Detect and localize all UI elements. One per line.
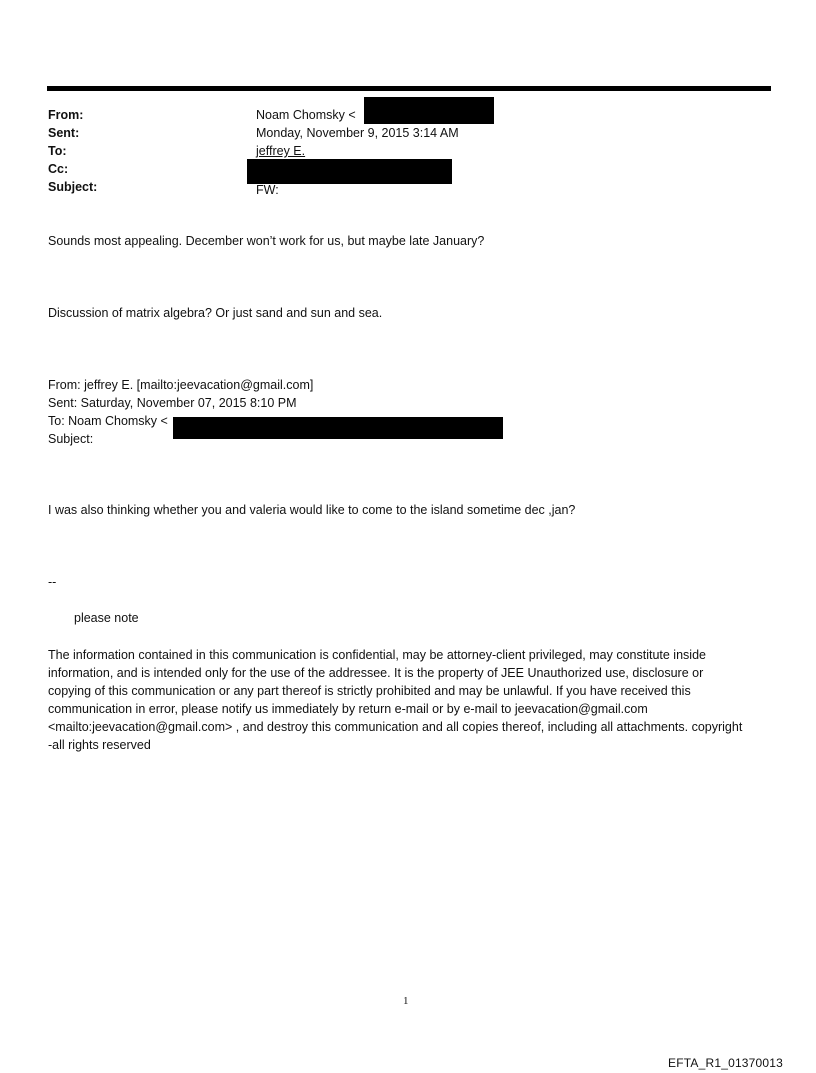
from-value: Noam Chomsky < (256, 108, 356, 122)
header-rule (47, 86, 771, 91)
to-value: jeffrey E. (256, 144, 306, 158)
signature-note: please note (74, 611, 139, 625)
signature-separator: -- (48, 575, 57, 589)
redaction-box (247, 159, 452, 184)
cc-label: Cc: (48, 162, 69, 176)
body-line: Discussion of matrix algebra? Or just sand and sun and sea. (48, 306, 383, 320)
quoted-subject: Subject: (48, 432, 94, 446)
quoted-sent: Sent: Saturday, November 07, 2015 8:10 PM (48, 396, 297, 410)
subject-label: Subject: (48, 180, 98, 194)
sent-label: Sent: (48, 126, 80, 140)
subject-value: FW: (256, 183, 279, 197)
page-number: 1 (403, 995, 409, 1007)
sent-value: Monday, November 9, 2015 3:14 AM (256, 126, 459, 140)
quoted-from: From: jeffrey E. [mailto:jeevacation@gmail.com] (48, 378, 314, 392)
redaction-box (364, 97, 494, 124)
redaction-box (173, 417, 503, 439)
to-label: To: (48, 144, 67, 158)
document-id-stamp: EFTA_R1_01370013 (668, 1056, 784, 1070)
from-label: From: (48, 108, 84, 122)
body-line: Sounds most appealing. December won’t work for us, but maybe late January? (48, 234, 485, 248)
confidentiality-disclaimer: The information contained in this communication is confidential, may be attorney-client privileged, may constitute inside information, and is intended only for the use of the addressee. It is the property of JEE Unauthorized use, disclosure or copying of this communication or any part thereof is strictly prohibited and may be unlawful. If you have received this communication in error, please notify us immediately by return e-mail or by e-mail to jeevacation@gmail.com <mailto:jeevacation@gmail.com> , and destroy this communication and all copies thereof, including all attachments. copyright -all rights reserved (48, 648, 743, 752)
quoted-to: To: Noam Chomsky < (48, 414, 168, 428)
quoted-message: I was also thinking whether you and valeria would like to come to the island sometime dec ,jan? (48, 503, 576, 517)
